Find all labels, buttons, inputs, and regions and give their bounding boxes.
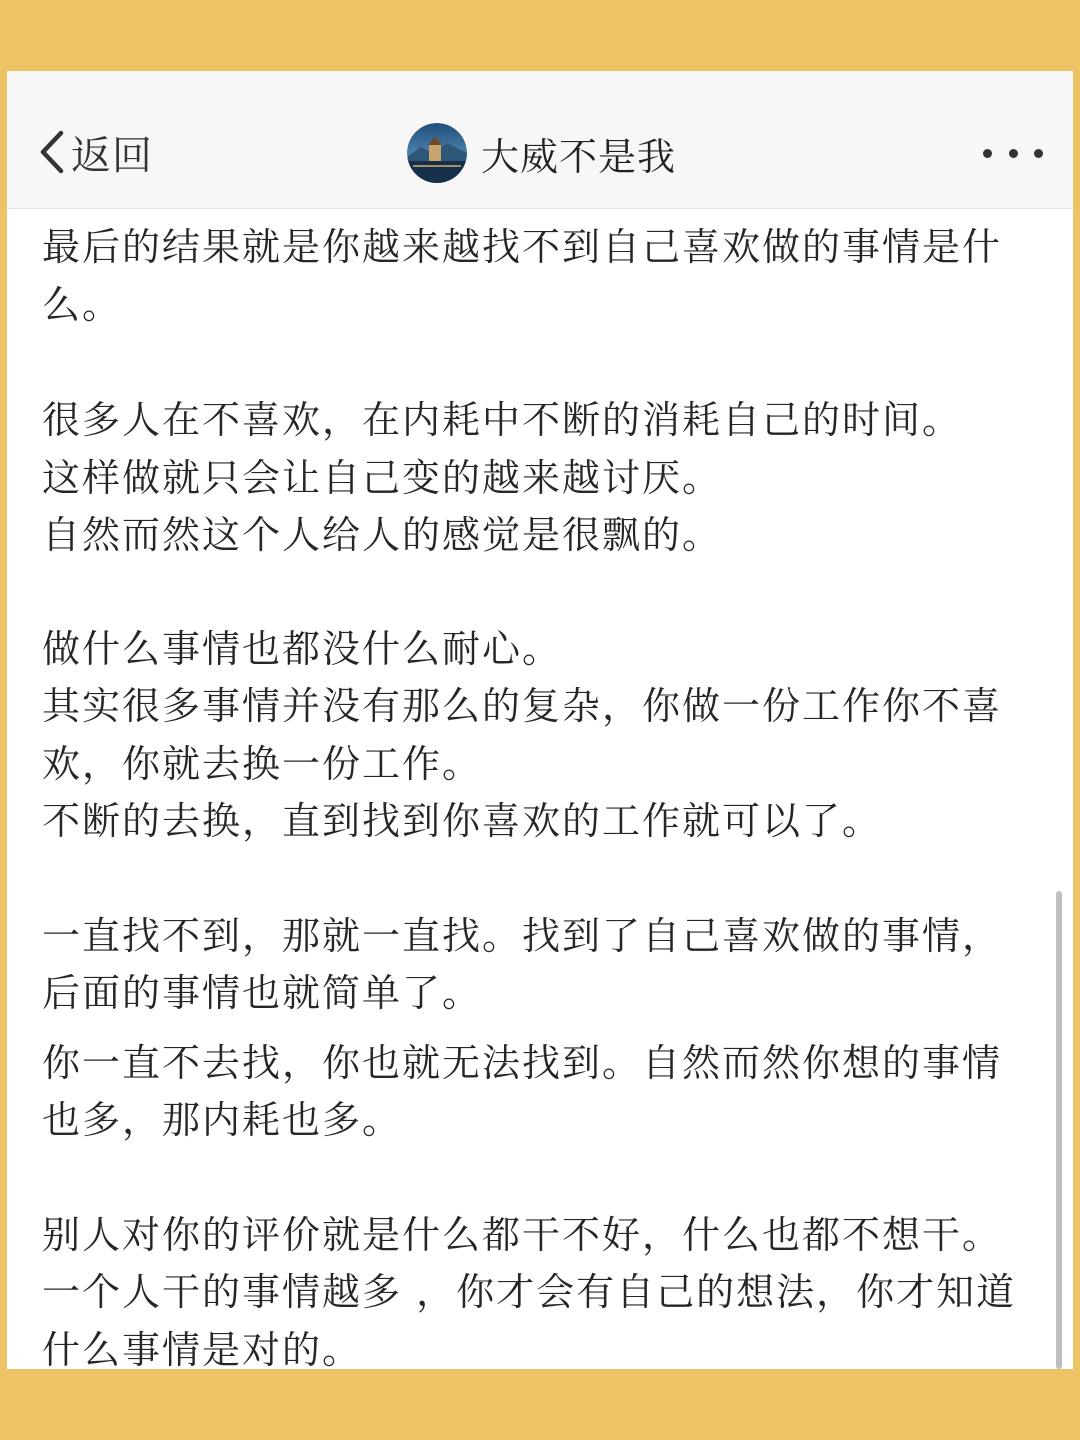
article-line: 自然而然这个人给人的感觉是很飘的。	[42, 513, 723, 557]
article-line: 其实很多事情并没有那么的复杂，你做一份工作你不喜	[42, 684, 1003, 728]
back-label: 返回	[71, 132, 153, 179]
article-line: 做什么事情也都没什么耐心。	[42, 627, 563, 671]
article-line: 不断的去换，直到找到你喜欢的工作就可以了。	[42, 799, 883, 843]
article-line: 什么事情是对的。	[42, 1328, 363, 1369]
screen-frame	[7, 71, 1073, 1369]
article-line: 一直找不到，那就一直找。找到了自己喜欢做的事情，	[42, 914, 1003, 958]
more-dot-icon	[1034, 149, 1043, 158]
more-options-button[interactable]	[983, 143, 1043, 163]
article-line: 也多，那内耗也多。	[42, 1098, 403, 1142]
more-dot-icon	[1009, 149, 1018, 158]
top-navigation-bar	[7, 71, 1073, 209]
article-line: 欢，你就去换一份工作。	[42, 742, 483, 786]
back-button[interactable]	[35, 127, 153, 177]
article-line: 一个人干的事情越多 ，你才会有自己的想法，你才知道	[42, 1270, 1017, 1314]
chevron-left-icon	[35, 127, 69, 177]
vertical-scrollbar[interactable]	[1056, 891, 1062, 1369]
article-line: 这样做就只会让自己变的越来越讨厌。	[42, 456, 723, 500]
chat-title: 大威不是我	[481, 134, 677, 179]
article-line: 你一直不去找，你也就无法找到。自然而然你想的事情	[42, 1041, 1003, 1085]
article-content[interactable]	[7, 71, 1073, 1369]
chat-title-group[interactable]	[407, 122, 676, 184]
more-dot-icon	[983, 149, 992, 158]
article-line: 很多人在不喜欢，在内耗中不断的消耗自己的时间。	[42, 398, 963, 442]
article-line: 么。	[42, 283, 123, 327]
avatar[interactable]	[407, 123, 467, 183]
article-line: 别人对你的评价就是什么都干不好，什么也都不想干。	[42, 1213, 1003, 1257]
article-line: 最后的结果就是你越来越找不到自己喜欢做的事情是什	[42, 225, 1003, 269]
article-line: 后面的事情也就简单了。	[42, 971, 483, 1015]
